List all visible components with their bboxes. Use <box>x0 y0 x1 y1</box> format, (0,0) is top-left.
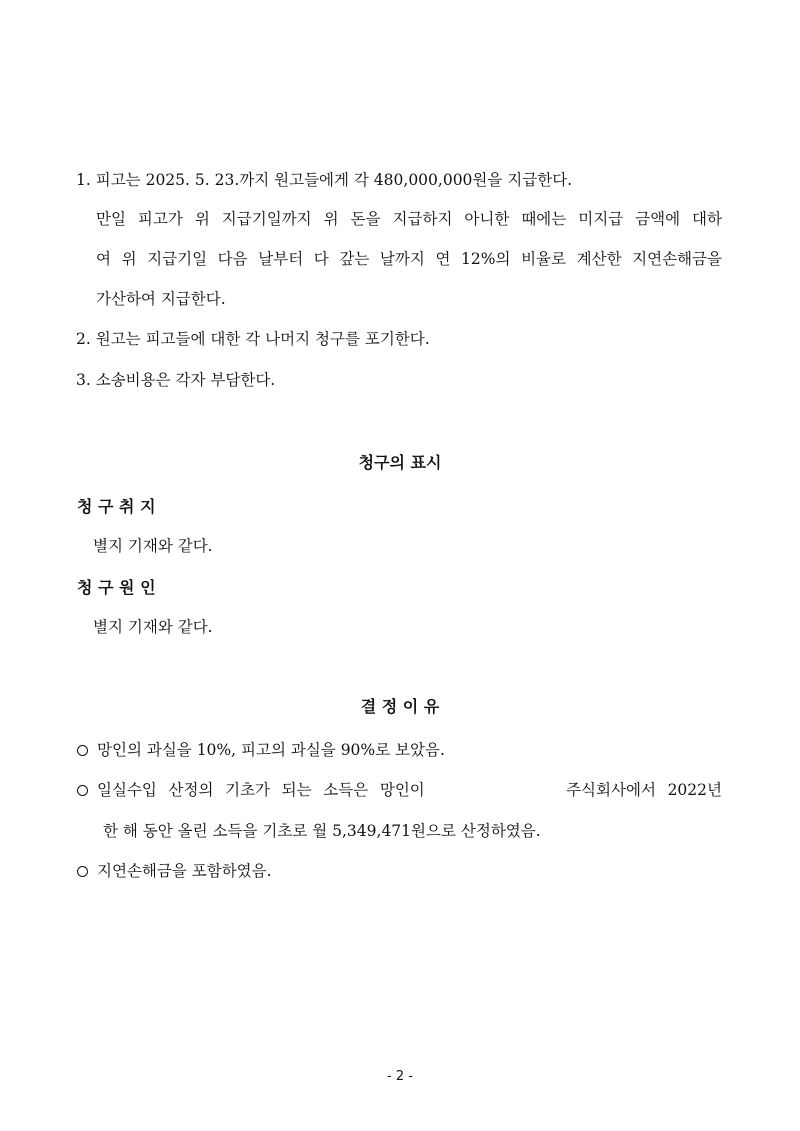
reason-bullet-1-text: 망인의 과실을 10%, 피고의 과실을 90%로 보았음. <box>97 741 445 759</box>
circle-bullet-icon <box>77 866 88 877</box>
order-item-2 <box>76 329 430 349</box>
order-item-1-text: 피고는 2025. 5. 23.까지 원고들에게 각 480,000,000원을 지급한다. <box>95 171 573 189</box>
reasons-section-title: 결 정 이 유 <box>360 697 440 716</box>
claim-purpose-heading: 청 구 취 지 <box>77 497 156 516</box>
claim-section-title: 청구의 표시 <box>358 453 442 472</box>
order-item-1-number: 1. <box>76 171 91 189</box>
reason-bullet-2-continuation: 한 해 동안 올린 소득을 기초로 월 5,349,471원으로 산정하였음. <box>103 822 541 840</box>
reason-bullet-2-text-a: 일실수입 산정의 기초가 되는 소득은 망인이 <box>97 781 425 799</box>
order-item-2-number: 2. <box>76 330 91 348</box>
reason-bullet-1 <box>77 740 445 760</box>
reason-bullet-2 <box>77 780 722 800</box>
order-item-1-continuation-2: 여 위 지급기일 다음 날부터 다 갚는 날까지 연 12%의 비율로 계산한 지연손해금을 <box>96 250 722 268</box>
order-item-3 <box>76 370 275 390</box>
reason-bullet-3-text: 지연손해금을 포함하였음. <box>97 862 272 880</box>
claim-cause-text: 별지 기재와 같다. <box>93 618 213 636</box>
order-item-2-text: 원고는 피고들에 대한 각 나머지 청구를 포기한다. <box>95 330 430 348</box>
order-item-1-continuation-1: 만일 피고가 위 지급기일까지 위 돈을 지급하지 아니한 때에는 미지급 금액에 대하 <box>96 210 722 228</box>
order-item-1 <box>76 170 572 190</box>
claim-cause-heading: 청 구 원 인 <box>77 578 156 597</box>
circle-bullet-icon <box>77 745 88 756</box>
order-item-3-number: 3. <box>76 371 91 389</box>
order-item-3-text: 소송비용은 각자 부담한다. <box>95 371 276 389</box>
circle-bullet-icon <box>77 785 88 796</box>
reason-bullet-2-text-b: 주식회사에서 2022년 <box>566 781 722 799</box>
reason-bullet-3 <box>77 861 272 881</box>
claim-purpose-text: 별지 기재와 같다. <box>93 537 213 555</box>
order-item-1-continuation-3: 가산하여 지급한다. <box>96 290 226 308</box>
page-number: - 2 - <box>387 1069 413 1084</box>
